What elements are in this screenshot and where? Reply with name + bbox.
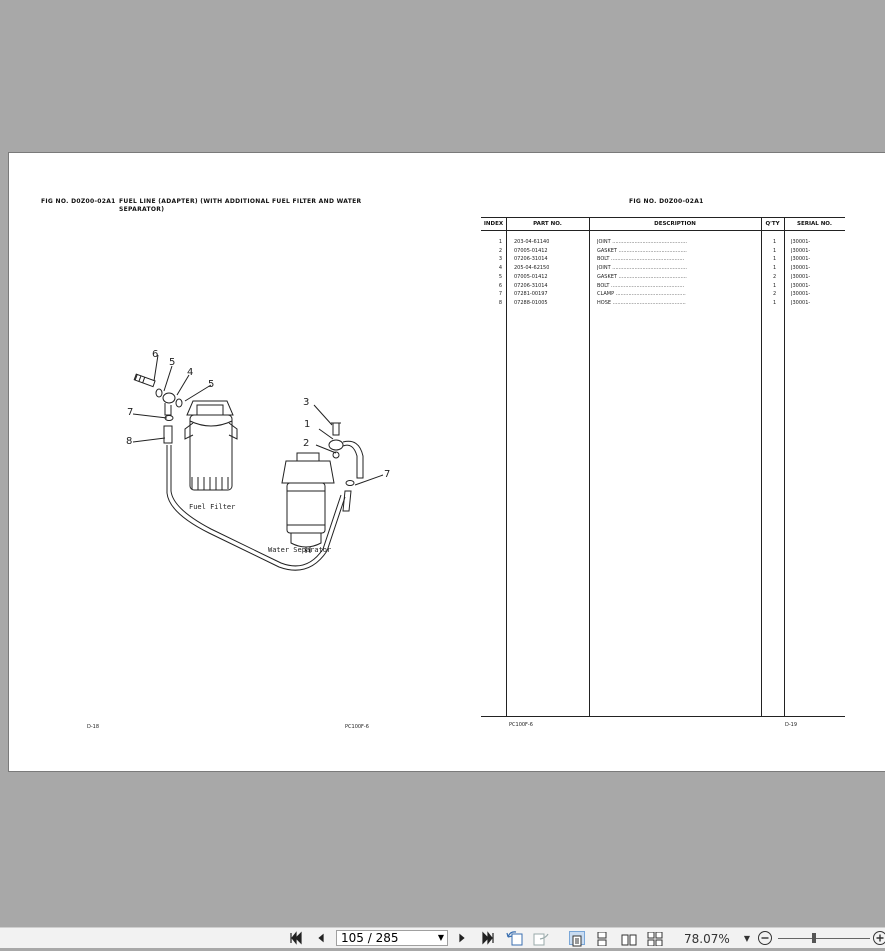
callout-8: 8: [126, 436, 132, 447]
zoom-in-icon[interactable]: [872, 930, 885, 946]
parts-table-row: [481, 256, 845, 265]
left-fig-title-line1: FUEL LINE (ADAPTER) (WITH ADDITIONAL FUEL FILTER AND WATER: [119, 198, 361, 205]
single-page-view-icon[interactable]: [569, 931, 585, 945]
rotate-forward-icon[interactable]: [532, 930, 550, 946]
cell-description: JOINT ...............................................: [597, 239, 757, 245]
cell-qty: 2: [773, 274, 776, 280]
right-fig-number: FIG NO. D0Z00-02A1: [629, 198, 704, 205]
cell-description: HOSE ..............................................: [597, 300, 757, 306]
callout-4: 4: [187, 367, 193, 378]
document-page-spread: [8, 152, 885, 772]
zoom-out-icon[interactable]: [757, 930, 773, 946]
cell-description: GASKET ...........................................: [597, 248, 757, 254]
cell-description: BOLT ..............................................: [597, 283, 757, 289]
left-fig-title-line2: SEPARATOR): [119, 206, 164, 213]
prev-page-icon[interactable]: [314, 930, 328, 946]
cell-qty: 1: [773, 300, 776, 306]
cell-qty: 1: [773, 265, 776, 271]
right-model: PC100F-6: [509, 722, 533, 728]
cell-index: 6: [482, 283, 502, 289]
cell-index: 1: [482, 239, 502, 245]
left-fig-number: FIG NO. D0Z00-02A1: [41, 198, 116, 205]
cell-serial: J30001-: [791, 256, 810, 262]
header-qty: Q'TY: [761, 221, 784, 227]
rotate-back-icon[interactable]: [506, 930, 524, 946]
callout-7a: 7: [127, 407, 133, 418]
cell-qty: 1: [773, 239, 776, 245]
two-page-view-icon[interactable]: [621, 931, 637, 945]
cell-serial: J30001-: [791, 265, 810, 271]
parts-table-row: [481, 291, 845, 300]
continuous-view-icon[interactable]: [595, 931, 611, 945]
fuel-filter-label: Fuel Filter: [189, 503, 235, 511]
header-part-no: PART NO.: [506, 221, 589, 227]
page-number-value: 105 / 285: [341, 931, 398, 945]
parts-table-row: [481, 239, 845, 248]
left-model: PC100F-6: [345, 724, 369, 730]
left-page-number: D-18: [87, 724, 99, 730]
cell-part-no: 07206-31014: [514, 283, 548, 289]
cell-description: GASKET ...........................................: [597, 274, 757, 280]
cell-index: 3: [482, 256, 502, 262]
cell-index: 7: [482, 291, 502, 297]
water-separator-label: Water Separator: [268, 546, 331, 554]
cell-qty: 1: [773, 283, 776, 289]
cell-index: 8: [482, 300, 502, 306]
cell-part-no: 07005-01412: [514, 248, 548, 254]
cell-part-no: 203-04-61140: [514, 239, 549, 245]
callout-2: 2: [303, 438, 309, 449]
zoom-slider-thumb[interactable]: [812, 933, 816, 943]
cell-index: 4: [482, 265, 502, 271]
cell-index: 5: [482, 274, 502, 280]
page-number-field[interactable]: [336, 930, 448, 946]
last-page-icon[interactable]: [480, 930, 496, 946]
cell-serial: J30001-: [791, 291, 810, 297]
cell-description: JOINT ...............................................: [597, 265, 757, 271]
cell-index: 2: [482, 248, 502, 254]
callout-5a: 5: [169, 357, 175, 368]
header-serial-no: SERIAL NO.: [784, 221, 845, 227]
callout-labels: [126, 349, 390, 554]
parts-table-row: [481, 274, 845, 283]
right-page-number: D-19: [785, 722, 797, 728]
page-dropdown-icon[interactable]: ▼: [438, 931, 444, 945]
callout-5b: 5: [208, 379, 214, 390]
cell-part-no: 07281-00197: [514, 291, 548, 297]
zoom-dropdown-icon[interactable]: ▼: [742, 930, 752, 946]
cell-part-no: 205-04-62150: [514, 265, 549, 271]
cell-serial: J30001-: [791, 283, 810, 289]
callout-1: 1: [304, 419, 310, 430]
parts-table-row: [481, 283, 845, 292]
cell-serial: J30001-: [791, 300, 810, 306]
cell-description: BOLT ..............................................: [597, 256, 757, 262]
fuel-filter-drawing: [185, 401, 237, 490]
parts-table-row: [481, 265, 845, 274]
parts-table-row: [481, 248, 845, 257]
cell-description: CLAMP ............................................: [597, 291, 757, 297]
zoom-slider[interactable]: [778, 938, 870, 939]
header-description: DESCRIPTION: [589, 221, 761, 227]
two-page-continuous-icon[interactable]: [647, 931, 663, 945]
cell-part-no: 07005-01412: [514, 274, 548, 280]
cell-qty: 1: [773, 256, 776, 262]
cell-serial: J30001-: [791, 248, 810, 254]
cell-qty: 1: [773, 248, 776, 254]
cell-serial: J30001-: [791, 239, 810, 245]
zoom-level[interactable]: 78.07%: [684, 932, 730, 946]
parts-table-header: [481, 218, 845, 231]
callout-7b: 7: [384, 469, 390, 480]
cell-part-no: 07206-31014: [514, 256, 548, 262]
callout-6: 6: [152, 349, 158, 360]
parts-table: [481, 217, 845, 717]
cell-serial: J30001-: [791, 274, 810, 280]
cell-part-no: 07288-01005: [514, 300, 548, 306]
fuel-line-diagram: [9, 153, 479, 713]
cell-qty: 2: [773, 291, 776, 297]
first-page-icon[interactable]: [288, 930, 304, 946]
next-page-icon[interactable]: [455, 930, 469, 946]
callout-3: 3: [303, 397, 309, 408]
header-index: INDEX: [481, 221, 506, 227]
pdf-viewer-toolbar: [0, 927, 885, 948]
parts-table-row: [481, 300, 845, 309]
